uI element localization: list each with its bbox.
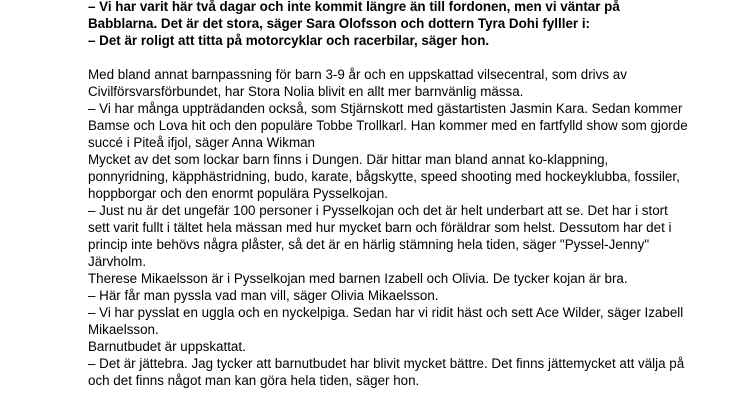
intro-quotes [88,0,688,49]
paragraph: – Just nu är det ungefär 100 personer i Pysselkojan och det är helt underbart att se. Det har i stort sett varit fullt i tältet hela mässan med hur mycket barn och föräldrar som helst. Dessutom har det i princip inte behövs några plåster, så det är en härlig stämning hela tiden, säger "Pyssel-Jenny" Järvholm. [88,203,672,269]
paragraph: – Här får man pyssla vad man vill, säger Olivia Mikaelsson. [88,288,439,303]
paragraph: – Det är jättebra. Jag tycker att barnutbudet har blivit mycket bättre. Det finns jättemycket att välja på och det finns något man kan göra hela tiden, säger hon. [88,356,685,388]
paragraph: Med bland annat barnpassning för barn 3-9 år och en uppskattad vilsecentral, som drivs av Civilförsvarsförbundet, har Stora Nolia blivit en allt mer barnvänlig mässa. [88,67,627,99]
document-page [88,0,688,389]
paragraph: – Vi har pysslat en uggla och en nyckelpiga. Sedan har vi ridit häst och sett Ace Wilder, säger Izabell Mikaelsson. [88,305,684,337]
paragraph: – Vi har många uppträdanden också, som Stjärnskott med gästartisten Jasmin Kara. Sedan kommer Bamse och Lova hit och den populäre Tobbe Trollkarl. Han kommer med en fartfylld show som gjorde succé i Piteå ifjol, säger Anna Wikman [88,101,688,150]
intro-quote-2: – Det är roligt att titta på motorcyklar och racerbilar, säger hon. [88,33,490,48]
paragraph: Barnutbudet är uppskattat. [88,339,246,354]
intro-quote-1: – Vi har varit här två dagar och inte kommit längre än till fordonen, men vi väntar på Babblarna. Det är det stora, säger Sara Olofsson och dottern Tyra Dohi fylller i: [88,0,620,31]
article-body [88,66,688,389]
paragraph: Mycket av det som lockar barn finns i Dungen. Där hittar man bland annat ko-klappning, ponnyridning, käpphästridning, budo, karate, bågskytte, speed shooting med hockeyklubba, fossiler, hoppborgar och den enormt populära Pysselkojan. [88,152,680,201]
paragraph: Therese Mikaelsson är i Pysselkojan med barnen Izabell och Olivia. De tycker kojan är bra. [88,271,628,286]
